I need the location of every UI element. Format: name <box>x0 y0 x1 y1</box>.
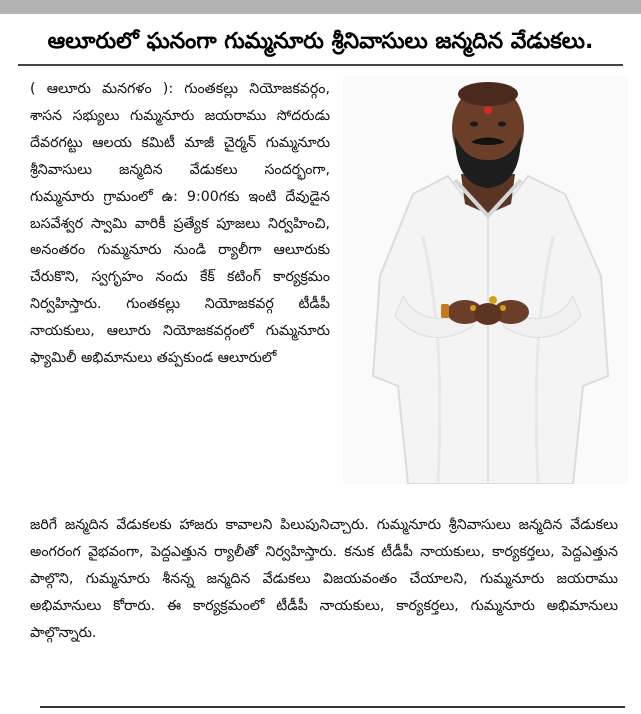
article-headline: ఆలూరులో ఘనంగా గుమ్మనూరు శ్రీనివాసులు జన్మదిన వేడుకలు. <box>47 29 594 54</box>
headline-divider <box>18 64 623 66</box>
person-illustration <box>343 76 628 484</box>
person-photo <box>343 76 628 484</box>
article-paragraph-part2: జరిగే జన్మదిన వేడుకలకు హాజరు కావాలని పిలుపునిచ్చారు. గుమ్మనూరు శ్రీనివాసులు జన్మదిన వేడుకలు అంగరంగ వైభవంగా, పెద్దఎత్తున ర్యాలీతో నిర్వహిస్తారు. కనుక టీడీపీ నాయకులు, కార్యకర్తలు, పెద్దఎత్తున పాల్గొని, గుమ్మనూరు శీనన్న జన్మదిన వేడుకలు విజయవంతం చేయాలని, గుమ్మనూరు జయరాము అభిమానులు కోరారు. ఈ కార్యక్రమంలో టీడీపీ నాయకులు, కార్యకర్తలు, గుమ్మనూరు అభిమానులు పాల్గొన్నారు. <box>30 517 618 641</box>
article-paragraph-part1: ( ఆలూరు మనగళం ): గుంతకల్లు నియోజకవర్గం, శాసన సభ్యులు గుమ్మనూరు జయరాము సోదరుడు దేవరగట్టు ఆలయ కమిటీ మాజీ చైర్మన్ గుమ్మనూరు శ్రీనివాసులు జన్మదిన వేడుకలు సందర్భంగా, గుమ్మనూరు గ్రామంలో ఉ: 9:00గకు ఇంటి దేవుడైన బసవేశ్వర స్వామి వారికీ ప్రత్యేక పూజలు నిర్వహించి, అనంతరం గుమ్మనూరు నుండి ర్యాలీగా ఆలూరుకు చేరుకొని, స్వగృహం నందు కేక్ కటింగ్ కార్యక్రమం నిర్వహిస్తారు. గుంతకల్లు నియోజకవర్గ టీడీపీ నాయకులు, ఆలూరు నియోజకవర్గంలో గుమ్మనూరు ఫ్యామిలీ అభిమానులు తప్పకుండ ఆలూరులో <box>30 81 330 367</box>
bottom-divider <box>40 706 625 708</box>
article-body-column <box>30 76 330 372</box>
article-body-full <box>30 512 618 647</box>
top-gray-bar <box>0 0 641 14</box>
